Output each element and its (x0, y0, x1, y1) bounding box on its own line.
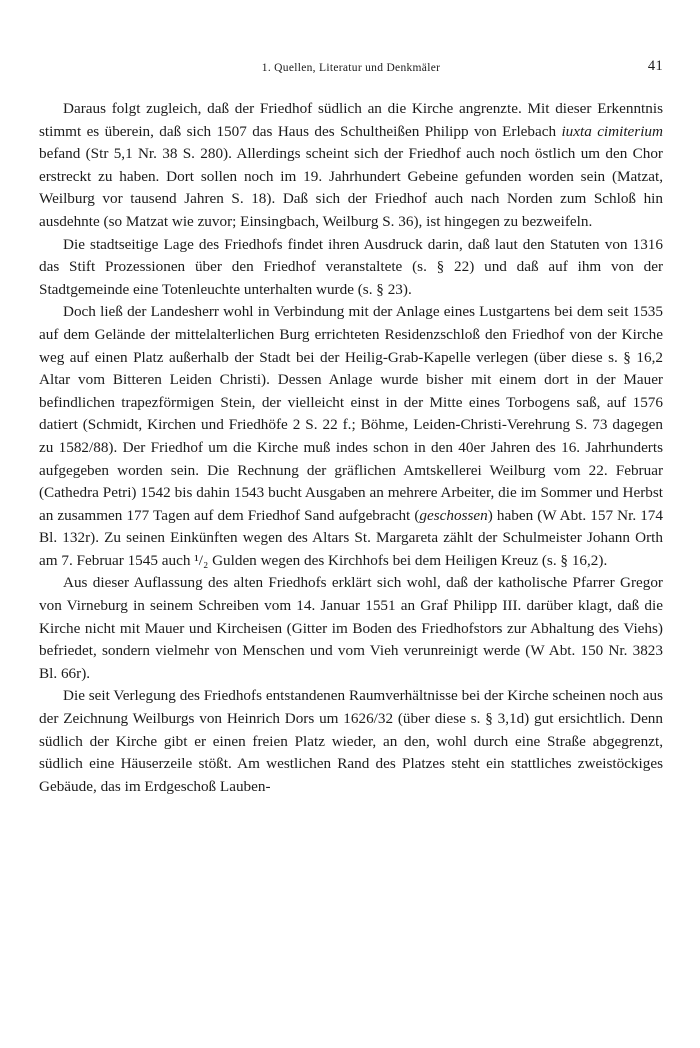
paragraph-5 (39, 685, 663, 798)
text-run: ) haben (W Abt. 157 Nr. 174 Bl. 132r). Zu seinen Einkünften wegen des Altars St. Margareta zählt der Schulmeister Johann Orth am 7. Februar 1545 auch ¹/₂ Gulden wegen des Kirchhofs bei dem Heiligen Kreuz (s. § 16,2). (39, 506, 663, 569)
body-text (39, 98, 663, 798)
text-run: Daraus folgt zugleich, daß der Friedhof südlich an die Kirche angrenzte. Mit dieser Erkenntnis stimmt es überein, daß sich 1507 das Haus des Schultheißen Philipp von Erlebach (39, 100, 663, 140)
paragraph-2 (39, 234, 663, 302)
text-run: Die seit Verlegung des Friedhofs entstandenen Raumverhältnisse bei der Kirche scheinen noch aus der Zeichnung Weilburgs von Heinrich Dors um 1626/32 (über diese s. § 3,1d) gut ersichtlich. Denn südlich der Kirche gibt er einen freien Platz wieder, an den, wohl durch eine Straße abgegrenzt, südlich eine Häuserzeile stößt. Am westlichen Rand des Platzes steht ein stattliches zweistöckiges Gebäude, das im Erdgeschoß Lauben- (39, 687, 663, 795)
text-run: Aus dieser Auflassung des alten Friedhofs erklärt sich wohl, daß der katholische Pfarrer Gregor von Virneburg in seinem Schreiben vom 14. Januar 1551 an Graf Philipp III. darüber klagt, daß die Kirche nicht mit Mauer und Kircheisen (Gitter im Boden des Friedhofstors zur Abhaltung des Viehs) befriedet, sondern vielmehr von Menschen und vom Vieh verunreinigt werde (W Abt. 150 Nr. 3823 Bl. 66r). (39, 574, 663, 682)
paragraph-4 (39, 572, 663, 685)
paragraph-3 (39, 301, 663, 572)
text-run: befand (Str 5,1 Nr. 38 S. 280). Allerdings scheint sich der Friedhof auch noch östlich um den Chor erstreckt zu haben. Dort sollen noch im 19. Jahrhundert Gebeine gefunden worden sein (Matzat, Weilburg vor tausend Jahren S. 18). Daß sich der Friedhof auch nach Norden zum Schloß hin ausdehnte (so Matzat wie zuvor; Einsingbach, Weilburg S. 36), ist hingegen zu bezweifeln. (39, 145, 663, 230)
text-run: Die stadtseitige Lage des Friedhofs findet ihren Ausdruck darin, daß laut den Statuten von 1316 das Stift Prozessionen über den Friedhof veranstaltete (s. § 22) und daß auf ihm von der Stadtgemeinde eine Totenleuchte unterhalten wurde (s. § 23). (39, 235, 663, 298)
text-run: Doch ließ der Landesherr wohl in Verbindung mit der Anlage eines Lustgartens bei dem seit 1535 auf dem Gelände der mittelalterlichen Burg errichteten Residenzschloß den Friedhof von der Kirche weg auf einen Platz außerhalb der Stadt bei der Heilig-Grab-Kapelle verlegen (über diese s. § 16,2 Altar vom Bitteren Leiden Christi). Dessen Anlage wurde bisher mit einem dort in der Mauer befindlichen trapezförmigen Stein, der vielleicht einst in der Mitte eines Torbogens saß, auf 1576 datiert (Schmidt, Kirchen und Friedhöfe 2 S. 22 f.; Böhme, Leiden-Christi-Verehrung S. 73 dagegen zu 1582/88). Der Friedhof um die Kirche muß indes schon in den 40er Jahren des 16. Jahrhunderts aufgegeben worden sein. Die Rechnung der gräflichen Amtskellerei Weilburg vom 22. Februar (Cathedra Petri) 1542 bis dahin 1543 bucht Ausgaben an mehrere Arbeiter, die im Sommer und Herbst an zusammen 177 Tagen auf dem Friedhof Sand aufgebracht ( (39, 303, 663, 524)
paragraph-1 (39, 98, 663, 234)
latin-term-italic: iuxta cimiterium (561, 122, 663, 140)
book-page (39, 56, 663, 798)
running-header (39, 56, 663, 86)
page-number: 41 (647, 58, 663, 74)
running-title: 1. Quellen, Literatur und Denkmäler (261, 62, 441, 74)
german-term-italic: geschossen (419, 506, 488, 524)
